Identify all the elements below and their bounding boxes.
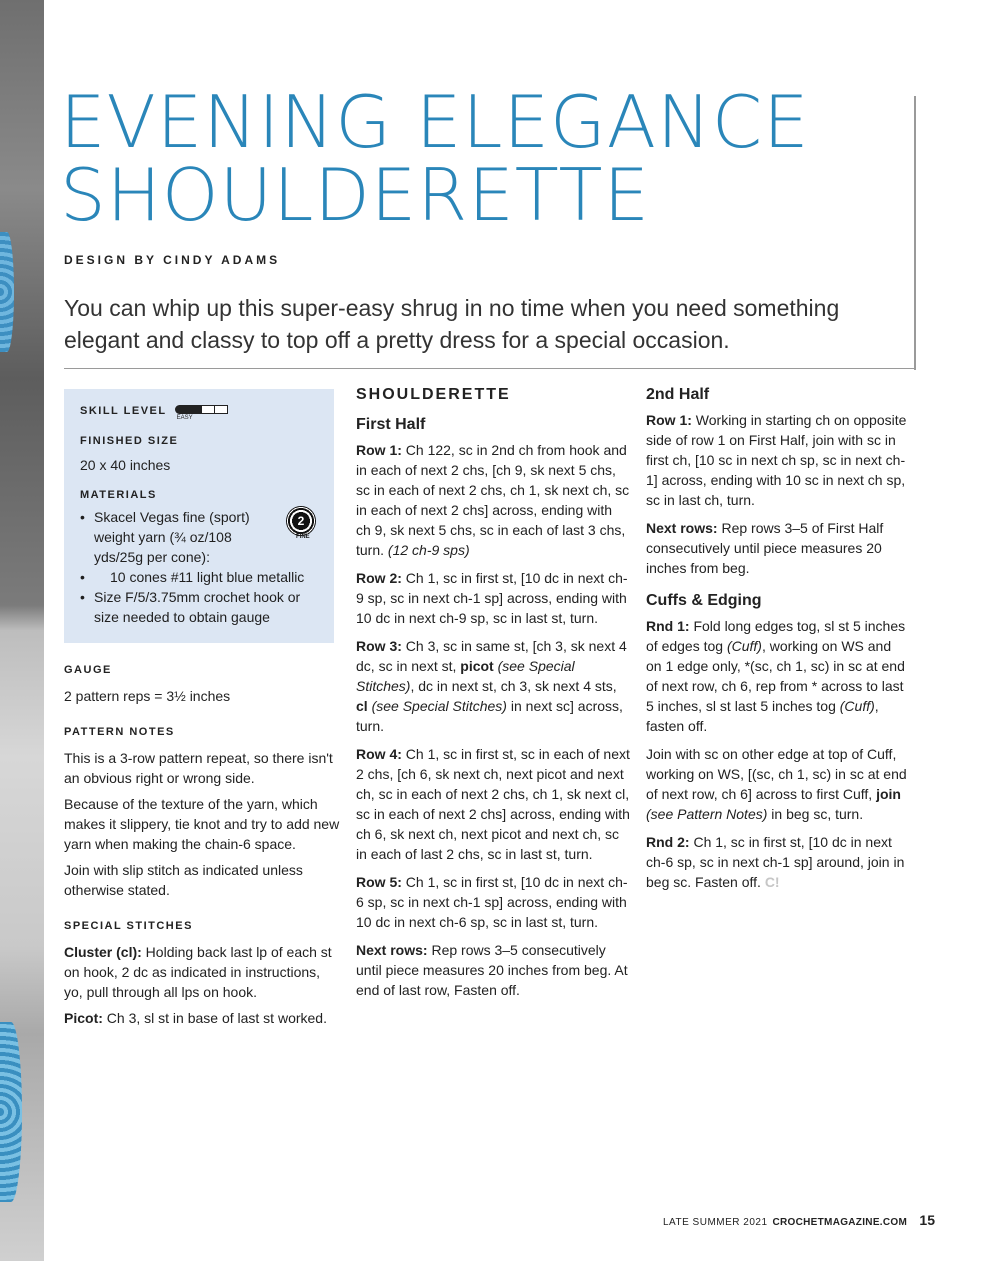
page-footer — [663, 1212, 935, 1228]
skill-level-meter-icon — [175, 405, 228, 421]
row-2: Row 2: Ch 1, sc in first st, [10 dc in next ch-9 sp, sc in next ch-1 sp] across, ending with 10 dc in next ch-9 sp, sc in last st, turn. — [356, 570, 628, 626]
row-3: Row 3: Ch 3, sc in same st, [ch 3, sk next 4 dc, sc in next st, picot (see Special Stitches), dc in next st, ch 3, sk next 4 sts, cl (see Special Stitches) in next sc] across, turn. — [356, 638, 627, 734]
title-line-2: SHOULDERETTE — [60, 153, 650, 237]
column-2 — [356, 386, 630, 1008]
second-half-next-rows: Next rows: Rep rows 3–5 of First Half consecutively until piece measures 20 inches from beg. — [646, 520, 884, 576]
column-3 — [646, 386, 910, 900]
finished-size-label: FINISHED SIZE — [80, 435, 179, 447]
vertical-rule — [914, 96, 916, 370]
picot-stitch: Picot: Ch 3, sl st in base of last st worked. — [64, 1010, 327, 1026]
pattern-note: This is a 3-row pattern repeat, so there isn't an obvious right or wrong side. — [64, 750, 333, 786]
yarn-weight-icon: 2 — [286, 506, 316, 536]
materials-label: MATERIALS — [80, 489, 157, 501]
finished-size: 20 x 40 inches — [80, 457, 171, 473]
first-half-heading: First Half — [356, 416, 426, 433]
skill-level-text: EASY — [176, 415, 193, 421]
material-subitem: • 10 cones #11 light blue metallic — [80, 567, 318, 587]
material-item: • Skacel Vegas fine (sport) weight yarn (¾ oz/108 yds/25g per cone): — [80, 507, 318, 567]
pattern-notes-label: PATTERN NOTES — [64, 726, 175, 738]
row-1: Row 1: Ch 122, sc in 2nd ch from hook and in each of next 2 chs, [ch 9, sk next 5 chs, sc in each of next 2 chs, ch 1, sk next ch, sc in each of next 2 chs] across, ending with ch 9, sk next 5 chs, sc in each of last 3 chs, turn. (12 ch-9 sps) — [356, 442, 630, 558]
cuffs-rnd-2: Rnd 2: Ch 1, sc in first st, [10 dc in next ch-6 sp, sc in next ch-1 sp] around, join in beg sc. Fasten off. C! — [646, 834, 905, 890]
cluster-stitch: Cluster (cl): Holding back last lp of each st on hook, 2 dc as indicated in instructions, yo, pull through all lps on hook. — [64, 944, 332, 1000]
cuffs-join: Join with sc on other edge at top of Cuff, working on WS, [(sc, ch 1, sc) in sc at end of next row, ch 6] across to first Cuff, join (see Pattern Notes) in beg sc, turn. — [646, 746, 907, 822]
section-title: SHOULDERETTE — [356, 386, 511, 403]
second-half-row-1: Row 1: Working in starting ch on opposite side of row 1 on First Half, join with sc in first ch, [10 sc in next ch sp, sc in next ch-1] across, ending with 10 sc in next ch sp, sc in last ch, turn. — [646, 412, 907, 508]
page-number: 15 — [919, 1212, 935, 1228]
row-5: Row 5: Ch 1, sc in first st, [10 dc in next ch-6 sp, sc in next ch-1 sp] across, ending with 10 dc in next ch-6 sp, sc in last st, turn. — [356, 874, 628, 930]
gauge-label: GAUGE — [64, 664, 112, 676]
pattern-note: Because of the texture of the yarn, which makes it slippery, tie knot and try to add new yarn when making the chain-6 space. — [64, 796, 340, 852]
special-stitches-label: SPECIAL STITCHES — [64, 920, 193, 932]
materials-sidebar — [64, 389, 334, 643]
horizontal-rule — [64, 368, 916, 369]
skill-level-label: SKILL LEVEL — [80, 405, 167, 417]
next-rows: Next rows: Rep rows 3–5 consecutively until piece measures 20 inches from beg. At end of last row, Fasten off. — [356, 942, 628, 998]
page-title — [60, 80, 810, 237]
cuffs-heading: Cuffs & Edging — [646, 592, 762, 609]
title-line-1: EVENING ELEGANCE — [60, 80, 810, 164]
second-half-heading: 2nd Half — [646, 386, 710, 403]
intro-text: You can whip up this super-easy shrug in no time when you need something elegant and classy to top off a pretty dress for a special occasion. — [64, 295, 840, 353]
cuffs-rnd-1: Rnd 1: Fold long edges tog, sl st 5 inches of edges tog (Cuff), working on WS and on 1 edge only, *(sc, ch 1, sc) in sc at end of next row, ch 6, rep from * across to last 5 inches, sl st last 5 inches tog (Cuff), fasten off. — [646, 618, 906, 734]
gauge-text: 2 pattern reps = 3½ inches — [64, 688, 231, 704]
byline: DESIGN BY CINDY ADAMS — [64, 253, 281, 267]
column-1 — [64, 664, 340, 1034]
pattern-note: Join with slip stitch as indicated unless otherwise stated. — [64, 862, 303, 898]
row-4: Row 4: Ch 1, sc in first st, sc in each of next 2 chs, [ch 6, sk next ch, next picot and next ch, sc in each of next 2 chs, ch 1, sk next cl, sc in each of next 2 chs] across, ending with ch 6, sk next ch, next picot and next ch, sc in each of last 2 chs, sc in last st, turn. — [356, 746, 630, 862]
site-label: CROCHETMAGAZINE.COM — [772, 1217, 908, 1228]
issue-label: LATE SUMMER 2021 — [663, 1217, 768, 1228]
lace-photo-detail — [0, 1022, 22, 1202]
material-item: • Size F/5/3.75mm crochet hook or size needed to obtain gauge — [80, 587, 318, 627]
skill-level-row — [80, 405, 318, 431]
end-mark-icon: C! — [764, 874, 780, 890]
materials-list — [80, 507, 318, 627]
yarn-weight-label: FINE — [296, 534, 310, 540]
lace-photo-detail — [0, 232, 14, 352]
